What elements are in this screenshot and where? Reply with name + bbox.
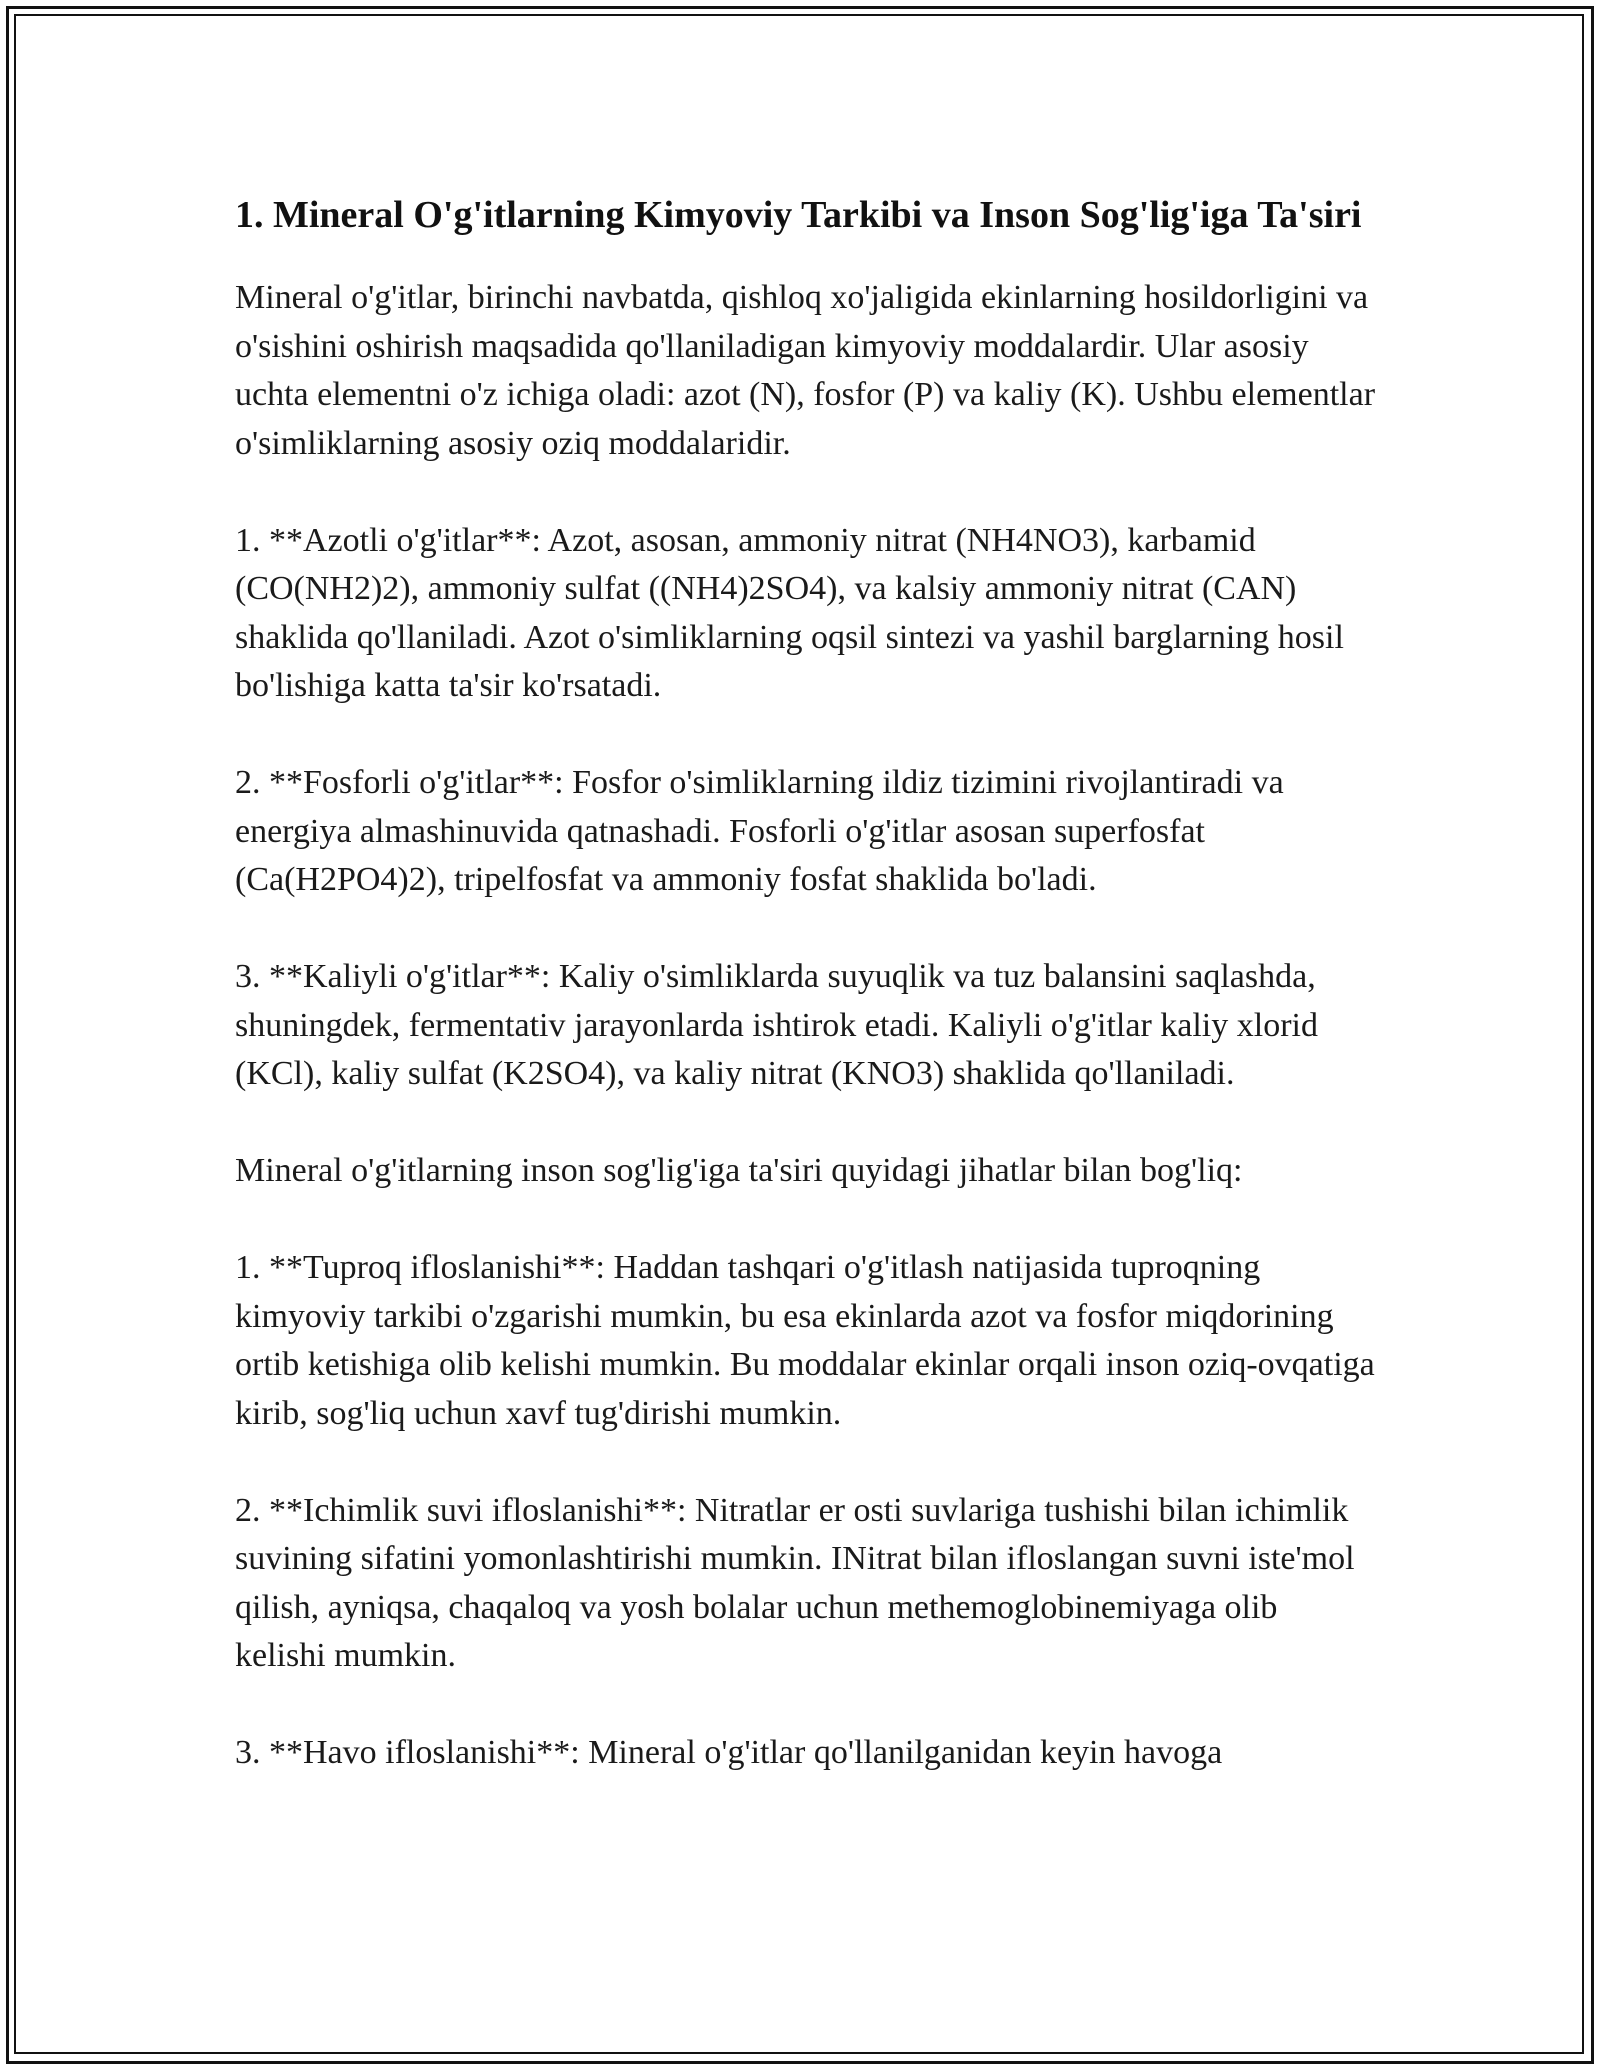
water-pollution-paragraph: 2. **Ichimlik suvi ifloslanishi**: Nitratlar er osti suvlariga tushishi bilan ichimlik suvining sifatini yomonlashtirishi mumkin. INitrat bilan ifloslangan suvni iste'mol qilish, ayniqsa, chaqaloq va yosh bolalar uchun methemoglobinemiyaga olib kelishi mumkin. <box>235 1491 1355 1674</box>
kaliyli-paragraph: 3. **Kaliyli o'g'itlar**: Kaliy o'simliklarda suyuqlik va tuz balansini saqlashda, shuningdek, fermentativ jarayonlarda ishtirok etadi. Kaliyli o'g'itlar kaliy xlorid (KCl), kaliy sulfat (K2SO4), va kaliy nitrat (KNO3) shaklida qo'llaniladi. <box>235 958 1318 1092</box>
azotli-paragraph: 1. **Azotli o'g'itlar**: Azot, asosan, ammoniy nitrat (NH4NO3), karbamid (CO(NH2)2), ammoniy sulfat ((NH4)2SO4), va kalsiy ammoniy nitrat (CAN) shaklida qo'llaniladi. Azot o'simliklarning oqsil sintezi va yashil barglarning hosil bo'lishiga katta ta'sir ko'rsatadi. <box>235 521 1344 704</box>
air-pollution-paragraph: 3. **Havo ifloslanishi**: Mineral o'g'itlar qo'llanilganidan keyin havoga <box>235 1734 1223 1771</box>
health-intro-paragraph: Mineral o'g'itlarning inson sog'lig'iga ta'siri quyidagi jihatlar bilan bog'liq: <box>235 1152 1243 1189</box>
page-title: 1. Mineral O'g'itlarning Kimyoviy Tarkibi va Inson Sog'lig'iga Ta'siri <box>235 194 1362 236</box>
intro-paragraph: Mineral o'g'itlar, birinchi navbatda, qishloq xo'jaligida ekinlarning hosildorligini va o'sishini oshirish maqsadida qo'llaniladigan kimyoviy moddalardir. Ular asosiy uchta elementni o'z ichiga oladi: azot (N), fosfor (P) va kaliy (K). Ushbu elementlar o'simliklarning asosiy oziq moddalaridir. <box>235 279 1376 462</box>
document-body <box>235 188 1375 1826</box>
fosforli-paragraph: 2. **Fosforli o'g'itlar**: Fosfor o'simliklarning ildiz tizimini rivojlantiradi va energiya almashinuvida qatnashadi. Fosforli o'g'itlar asosan superfosfat (Ca(H2PO4)2), tripelfosfat va ammoniy fosfat shaklida bo'ladi. <box>235 764 1284 898</box>
soil-pollution-paragraph: 1. **Tuproq ifloslanishi**: Haddan tashqari o'g'itlash natijasida tuproqning kimyoviy tarkibi o'zgarishi mumkin, bu esa ekinlarda azot va fosfor miqdorining ortib ketishiga olib kelishi mumkin. Bu moddalar ekinlar orqali inson oziq-ovqatiga kirib, sog'liq uchun xavf tug'dirishi mumkin. <box>235 1249 1375 1432</box>
